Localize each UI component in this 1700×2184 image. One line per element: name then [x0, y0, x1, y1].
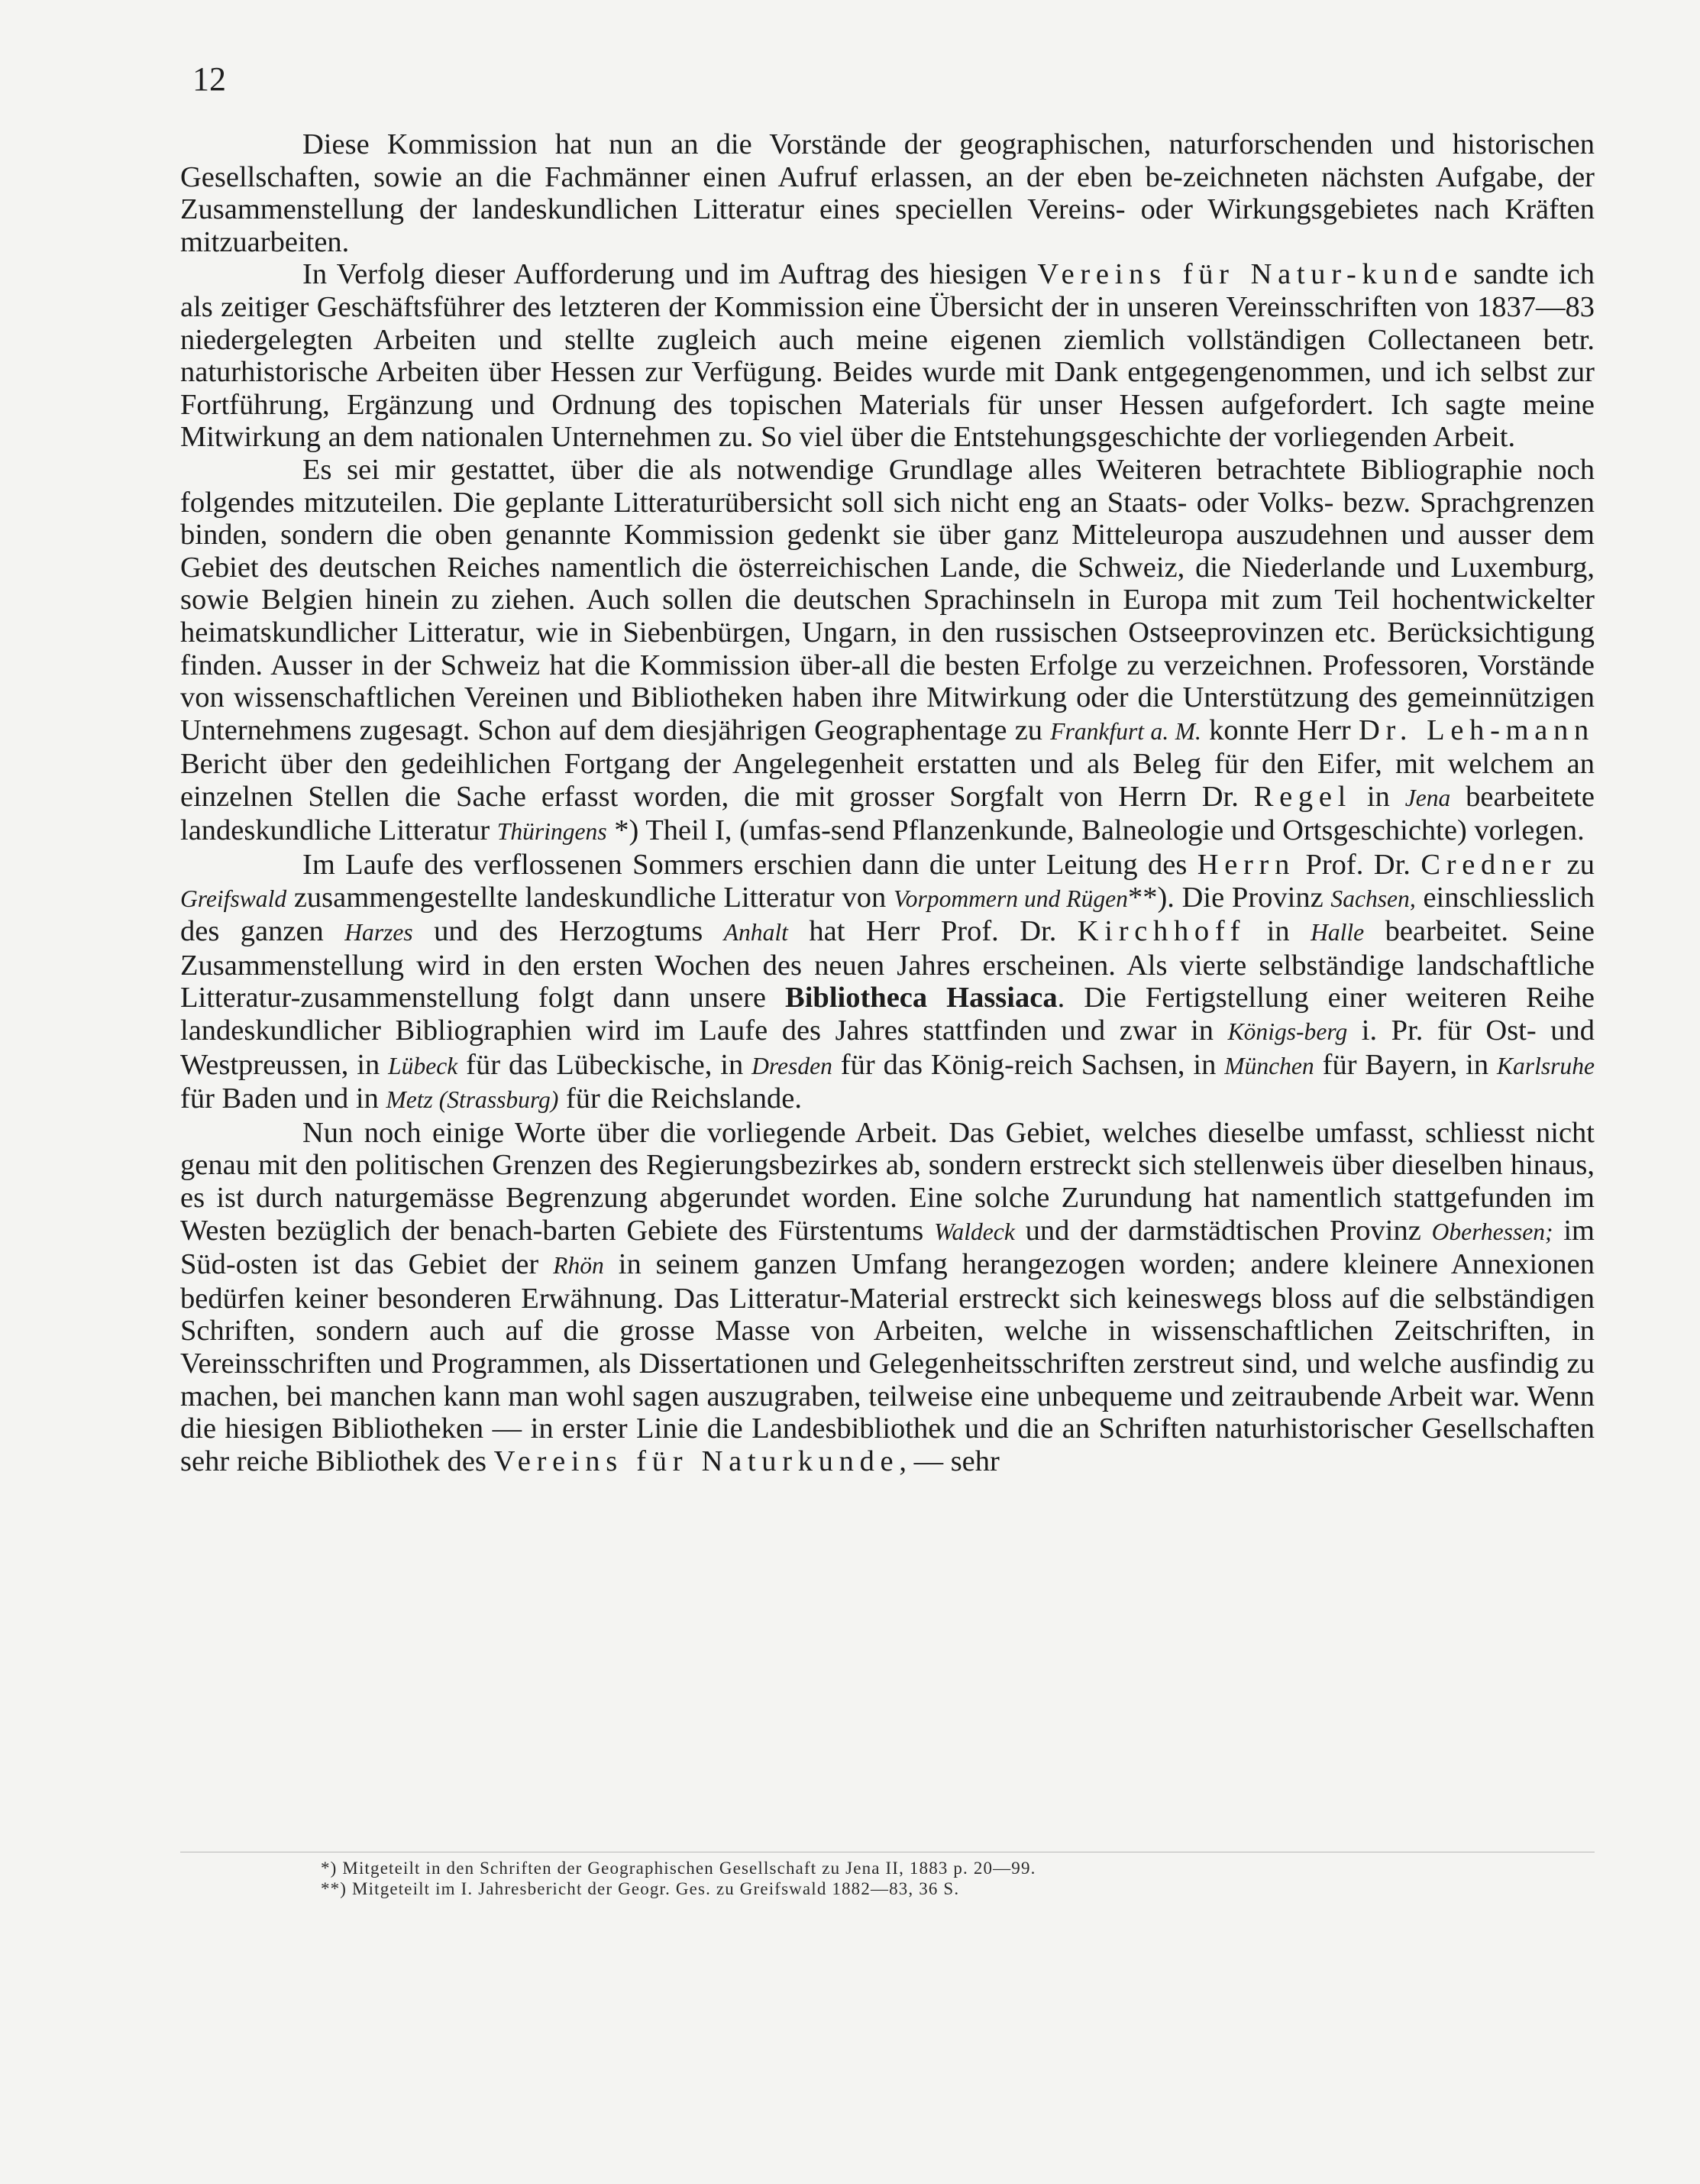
place-name: Vorpommern und Rügen [893, 885, 1128, 912]
place-name: Greifswald [180, 885, 287, 912]
place-name: Waldeck [934, 1218, 1015, 1245]
text-run: . Die Fertigstellung einer weiteren Reihe landeskundlicher Bibliographien wird im Laufe des Jahres stattfinden und zwar in [180, 982, 1595, 1047]
place-name: Sachsen, [1330, 885, 1416, 912]
text-run: bearbeitete landeskundliche Litteratur [180, 780, 1595, 847]
text-run: für das Lübeckische, in [457, 1048, 752, 1081]
place-name: Harzes [344, 919, 413, 946]
paragraph [180, 258, 1595, 454]
spaced-name: Dr. Leh-mann [1359, 713, 1595, 746]
text-run: Es sei mir gestattet, über die als notwendige Grundlage alles Weiteren betrachtete Bibliographie noch folgendes mitzuteilen. Die geplante Litteraturübersicht soll sich nicht eng an Staats- oder Volks- bezw. Sprachgrenzen binden, sondern die oben genannte Kommission gedenkt sie über ganz Mitteleuropa auszudehnen und ausser dem Gebiet des deutschen Reiches namentlich die österreichischen Lande, die Schweiz, die Niederlande und Luxemburg, sowie Belgien hinein zu ziehen. Auch sollen die deutschen Sprachinseln in Europa mit zum Teil hochentwickelter heimatskundlicher Litteratur, wie in Siebenbürgen, Ungarn, in den russischen Ostseeprovinzen etc. Berücksichtigung finden. Ausser in der Schweiz hat die Kommission über-all die besten Erfolge zu verzeichnen. Professoren, Vorstände von wissenschaftlichen Vereinen und Bibliotheken haben ihre Mitwirkung oder die Unterstützung des gemeinnützigen Unternehmens zugesagt. Schon auf dem diesjährigen Geographentage zu [180, 453, 1595, 746]
text-run: konnte Herr [1201, 713, 1359, 746]
spaced-name: Vereins für Naturkunde [493, 1445, 900, 1477]
text-run: bearbeitet. Seine Zusammenstellung wird in den ersten Wochen des neuen Jahres erscheinen. Als vierte selbständige landschaftliche Litteratur-zusammenstellung folgt dann unsere [180, 915, 1595, 1014]
place-name: Frankfurt a. M. [1050, 717, 1201, 745]
text-run: hat Herr Prof. Dr. [787, 915, 1078, 948]
text-run: in [1352, 780, 1405, 813]
text-run: , — sehr [899, 1445, 1000, 1477]
text-run: In Verfolg dieser Aufforderung und im Auftrag des hiesigen [302, 258, 1038, 291]
text-run: zusammengestellte landeskundliche Litteratur von [286, 881, 894, 914]
text-run: für die Reichslande. [558, 1082, 802, 1115]
text-run: für das König-reich Sachsen, in [832, 1048, 1225, 1081]
text-run: für Bayern, in [1314, 1048, 1497, 1081]
paragraph [180, 454, 1595, 849]
footnotes [321, 1858, 1466, 1899]
spaced-name: Kirchhoff [1077, 915, 1246, 948]
footnote-2: **) Mitgeteilt im I. Jahresbericht der Geogr. Ges. zu Greifswald 1882—83, 36 S. [321, 1879, 960, 1898]
text-run: Im Laufe des verflossenen Sommers erschien dann die unter Leitung des [302, 849, 1197, 882]
text-run: in [1246, 915, 1311, 948]
text-run: Diese Kommission hat nun an die Vorstände der geographischen, naturforschenden und historischen Gesellschaften, sowie an die Fachmänner einen Aufruf erlassen, an der eben be-zeichneten nächsten Aufgabe, der Zusammenstellung der landeskundlichen Litteratur eines speciellen Vereins- oder Wirkungsgebietes nach Kräften mitzuarbeiten. [180, 128, 1595, 258]
footnote-1: *) Mitgeteilt in den Schriften der Geographischen Gesellschaft zu Jena II, 1883 p. 20—99. [321, 1859, 1036, 1878]
place-name: Rhön [553, 1252, 604, 1280]
text-run: *) Theil I, (umfas-send Pflanzenkunde, Balneologie und Ortsgeschichte) vorlegen. [606, 814, 1585, 847]
body-text [180, 128, 1595, 1477]
place-name: München [1224, 1052, 1314, 1079]
text-run: sandte ich als zeitiger Geschäftsführer des letzteren der Kommission eine Übersicht der in unseren Vereinsschriften von 1837—83 niedergelegten Arbeiten und stellte zugleich auch meine eigenen ziemlich vollständigen Collectaneen betr. naturhistorische Arbeiten über Hessen zur Verfügung. Beides wurde mit Dank entgegengenommen, und ich selbst zur Fortführung, Ergänzung und Ordnung des topischen Materials für unser Hessen aufgefordert. Ich sagte meine Mitwirkung an dem nationalen Unternehmen zu. So viel über die Entstehungsgeschichte der vorliegenden Arbeit. [180, 258, 1595, 454]
place-name: Jena [1404, 784, 1451, 811]
spaced-name: Regel [1253, 780, 1353, 813]
text-run: Prof. Dr. [1295, 849, 1421, 882]
paragraph [180, 849, 1595, 1117]
paragraph [180, 1117, 1595, 1478]
text-run: einschliesslich des ganzen [180, 881, 1595, 948]
page-number: 12 [192, 60, 226, 98]
text-run: und der darmstädtischen Provinz [1014, 1214, 1432, 1247]
spaced-name: Herrn [1197, 849, 1296, 882]
text-run: Nun noch einige Worte über die vorliegende Arbeit. Das Gebiet, welches dieselbe umfasst, schliesst nicht genau mit den politischen Grenzen des Regierungsbezirkes ab, sondern erstreckt sich stellenweis über dieselben hinaus, es ist durch naturgemässe Begrenzung abgerundet worden. Eine solche Zurundung hat namentlich stattgefunden im Westen bezüglich der benach-barten Gebiete des Fürstentums [180, 1116, 1595, 1247]
text-run: Bericht über den gedeihlichen Fortgang der Angelegenheit erstatten und als Beleg für den Eifer, mit welchem an einzelnen Stellen die Sache erfasst worden, die mit grosser Sorgfalt von Herrn Dr. [180, 748, 1595, 813]
place-name: Lübeck [388, 1052, 458, 1079]
spaced-name: Vereins für Natur-kunde [1037, 258, 1464, 291]
text-run: und des Herzogtums [412, 915, 724, 948]
text-run: in seinem ganzen Umfang herangezogen worden; andere kleinere Annexionen bedürfen keiner besonderen Erwähnung. Das Litteratur-Material erstreckt sich keineswegs bloss auf die selbständigen Schriften, sondern auch auf die grosse Masse von Arbeiten, welche in wissenschaftlichen Zeitschriften, in Vereinsschriften und Programmen, als Dissertationen und Gelegenheitsschriften zerstreut sind, und welche ausfindig zu machen, bei manchen kann man wohl sagen auszugraben, teilweise eine unbequeme und zeitraubende Arbeit war. Wenn die hiesigen Bibliotheken — in erster Linie die Landesbibliothek und die an Schriften naturhistorischer Gesellschaften sehr reiche Bibliothek des [180, 1248, 1595, 1477]
text-run: für Baden und in [180, 1082, 386, 1115]
place-name: Dresden [751, 1052, 832, 1079]
text-run: i. Pr. für Ost- und Westpreussen, in [180, 1014, 1595, 1081]
place-name: Metz (Strassburg) [386, 1086, 559, 1114]
text-run: **). Die Provinz [1127, 881, 1331, 914]
place-name: Oberhessen; [1431, 1218, 1553, 1245]
bold-title: Bibliotheca Hassiaca [785, 982, 1058, 1014]
place-name: Thüringens [496, 818, 607, 846]
place-name: Karlsruhe [1496, 1052, 1595, 1079]
spaced-name: Credner [1420, 849, 1557, 882]
place-name: Halle [1311, 919, 1365, 946]
place-name: Anhalt [723, 919, 788, 946]
text-run: zu [1556, 849, 1595, 882]
text-run: im Süd-osten ist das Gebiet der [180, 1214, 1595, 1281]
paragraph [180, 128, 1595, 258]
place-name: Königs-berg [1227, 1018, 1348, 1046]
